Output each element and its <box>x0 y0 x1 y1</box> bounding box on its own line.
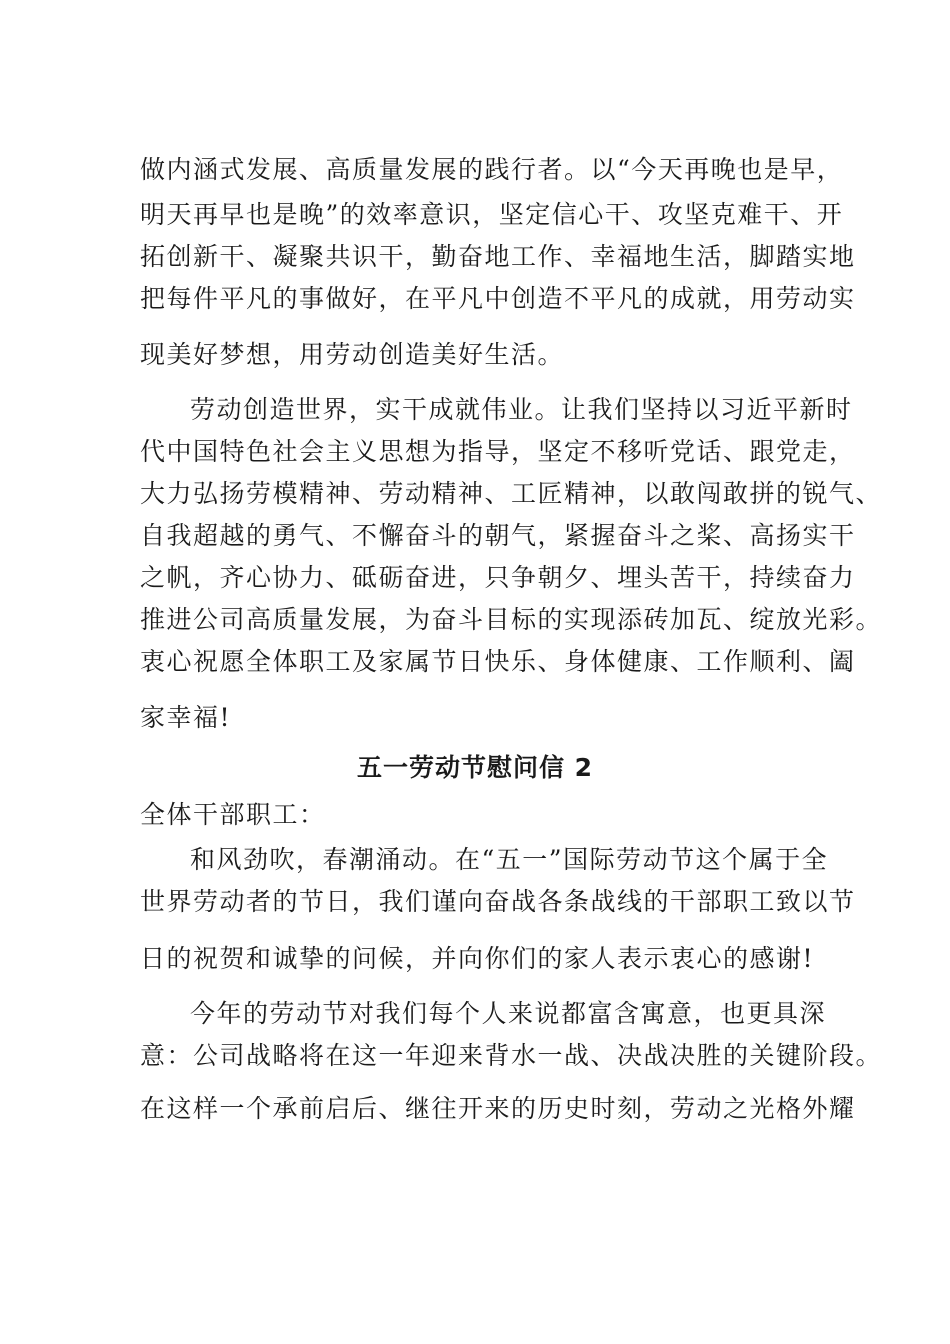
body-text-line: 之帆，齐心协力、砥砺奋进，只争朝夕、埋头苦干，持续奋力 <box>140 563 856 592</box>
body-text-line: 做内涵式发展、高质量发展的践行者。以“今天再晚也是早， <box>140 155 844 184</box>
body-text-line: 劳动创造世界，实干成就伟业。让我们坚持以习近平新时 <box>190 395 853 424</box>
body-text-line: 拓创新干、凝聚共识干，勤奋地工作、幸福地生活，脚踏实地 <box>140 242 856 271</box>
body-text-line: 今年的劳动节对我们每个人来说都富含寓意，也更具深 <box>190 999 827 1028</box>
body-text-line: 日的祝贺和诚挚的问候，并向你们的家人表示衷心的感谢! <box>140 944 815 973</box>
letter-title: 五一劳动节慰问信 2 <box>356 753 594 782</box>
body-text-line: 在这样一个承前启后、继往开来的历史时刻，劳动之光格外耀 <box>140 1094 856 1123</box>
body-text-line: 推进公司高质量发展，为奋斗目标的实现添砖加瓦、绽放光彩。 <box>140 605 883 634</box>
salutation: 全体干部职工： <box>140 800 326 829</box>
body-text-line: 世界劳动者的节日，我们谨向奋战各条战线的干部职工致以节 <box>140 887 856 916</box>
body-text-line: 现美好梦想，用劳动创造美好生活。 <box>140 340 565 369</box>
body-text-line: 和风劲吹，春潮涌动。在“五一”国际劳动节这个属于全 <box>190 845 829 874</box>
body-text-line: 衷心祝愿全体职工及家属节日快乐、身体健康、工作顺利、阖 <box>140 647 856 676</box>
body-text-line: 代中国特色社会主义思想为指导，坚定不移听党话、跟党走， <box>140 437 856 466</box>
body-text-line: 把每件平凡的事做好，在平凡中创造不平凡的成就，用劳动实 <box>140 284 856 313</box>
body-text-line: 意：公司战略将在这一年迎来背水一战、决战决胜的关键阶段。 <box>140 1041 883 1070</box>
body-text-line: 自我超越的勇气、不懈奋斗的朝气，紧握奋斗之桨、高扬实干 <box>140 521 856 550</box>
body-text-line: 明天再早也是晚”的效率意识，坚定信心干、攻坚克难干、开 <box>140 200 844 229</box>
body-text-line: 大力弘扬劳模精神、劳动精神、工匠精神，以敢闯敢拼的锐气、 <box>140 479 883 508</box>
body-text-line: 家幸福! <box>140 703 232 732</box>
